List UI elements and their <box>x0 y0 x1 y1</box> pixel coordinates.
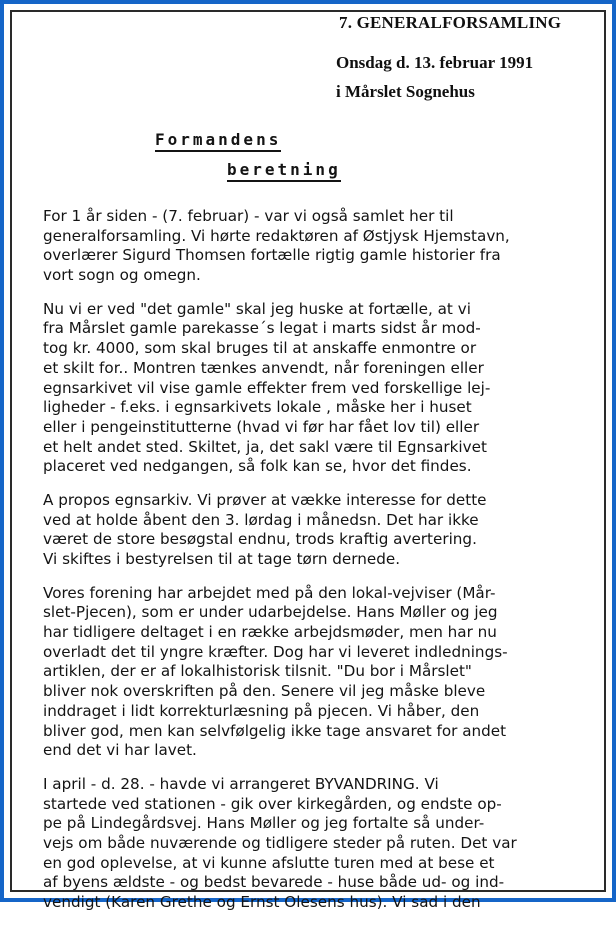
text-line: vejs om både nuværende og tidligere steder på ruten. Det var <box>43 833 517 852</box>
text-line: Vores forening har arbejdet med på den lokal-vejviser (Mår- <box>43 583 496 602</box>
text-line: eller i pengeinstitutterne (hvad vi før har fået lov til) eller <box>43 417 480 436</box>
text-line: har tidligere deltaget i en række arbejdsmøder, men har nu <box>43 623 497 642</box>
text-line: egnsarkivet vil vise gamle effekter frem ved forskellige lej- <box>43 378 491 397</box>
paragraph <box>43 775 603 913</box>
text-line: A propos egnsarkiv. Vi prøver at vække interesse for dette <box>43 490 487 509</box>
paragraph <box>43 584 603 761</box>
text-line: fra Mårslet gamle parekasse´s legat i marts sidst år mod- <box>43 319 481 338</box>
text-line: artiklen, der er af lokalhistorisk tilsnit. "Du bor i Mårslet" <box>43 662 472 681</box>
text-line: bliver nok overskriften på den. Senere vil jeg måske bleve <box>43 682 486 701</box>
text-line: ligheder - f.eks. i egnsarkivets lokale , måske her i huset <box>43 398 472 417</box>
meeting-title: 7. GENERALFORSAMLING <box>339 13 562 32</box>
text-line: et skilt for.. Montren tænkes anvendt, når foreningen eller <box>43 358 484 377</box>
paragraph <box>43 207 603 286</box>
text-line: Vi skiftes i bestyrelsen til at tage tørn dernede. <box>43 550 401 568</box>
text-line: I april - d. 28. - havde vi arrangeret BYVANDRING. Vi <box>43 774 439 793</box>
paragraph <box>43 300 603 477</box>
report-body <box>43 207 603 927</box>
text-line: af byens ældste - og bedst bevarede - huse både ud- og ind- <box>43 873 505 892</box>
text-line: For 1 år siden - (7. februar) - var vi også samlet her til <box>43 207 454 225</box>
paragraph <box>43 491 603 570</box>
text-line: pe på Lindegårdsvej. Hans Møller og jeg fortalte så under- <box>43 814 485 833</box>
text-line: et helt andet sted. Skiltet, ja, det sakl være til Egnsarkivet <box>43 437 487 456</box>
text-line: placeret ved nedgangen, så folk kan se, hvor det findes. <box>43 457 472 476</box>
meeting-place: i Mårslet Sognehus <box>336 82 475 101</box>
text-line: slet-Pjecen), som er under udarbejdelse. Hans Møller og jeg <box>43 603 498 622</box>
text-line: vendigt (Karen Grethe og Ernst Olesens hus). Vi sad i den <box>43 893 481 911</box>
text-line: tog kr. 4000, som skal bruges til at anskaffe enmontre or <box>43 339 477 358</box>
text-line: overlærer Sigurd Thomsen fortælle rigtig gamle historier fra <box>43 246 501 265</box>
text-line: generalforsamling. Vi hørte redaktøren af Østjysk Hjemstavn, <box>43 226 510 245</box>
text-line: ved at holde åbent den 3. lørdag i månedsn. Det har ikke <box>43 510 479 529</box>
report-heading-line1: Formandens <box>155 130 281 152</box>
text-line: inddraget i lidt korrekturlæsning på pjecen. Vi håber, den <box>43 701 480 720</box>
text-line: Nu vi er ved "det gamle" skal jeg huske at fortælle, at vi <box>43 299 471 318</box>
text-line: end det vi har lavet. <box>43 741 197 760</box>
report-heading-line2: beretning <box>227 160 341 182</box>
text-line: startede ved stationen - gik over kirkegården, og endste op- <box>43 794 502 813</box>
text-line: vort sogn og omegn. <box>43 266 201 285</box>
meeting-date: Onsdag d. 13. februar 1991 <box>336 53 534 72</box>
text-line: en god oplevelse, at vi kunne afslutte turen med at bese et <box>43 853 495 872</box>
text-line: været de store besøgstal endnu, trods kraftig avertering. <box>43 530 477 549</box>
text-line: overladt det til yngre kræfter. Dog har vi leveret indlednings- <box>43 642 508 661</box>
text-line: bliver god, men kan selvfølgelig ikke tage ansvaret for andet <box>43 721 507 740</box>
